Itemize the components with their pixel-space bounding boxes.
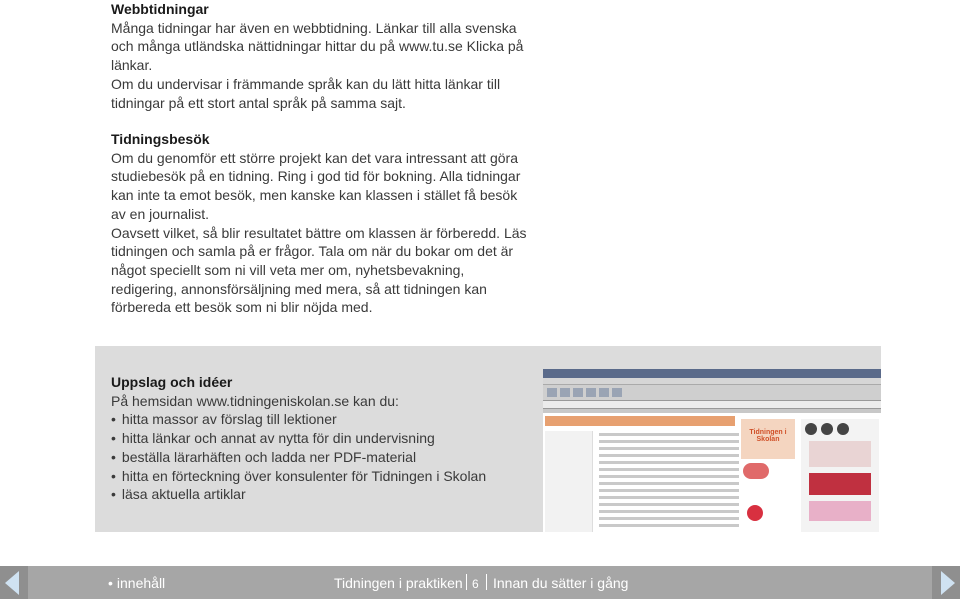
panel-intro: På hemsidan www.tidningeniskolan.se kan du: — [111, 392, 399, 409]
toolbar-icon — [573, 388, 583, 397]
site-header — [545, 416, 735, 426]
site-logo — [741, 419, 795, 459]
browser-toolbar — [543, 385, 881, 401]
paragraph: Oavsett vilket, så blir resultatet bättre om klassen är förberedd. Läs tidningen och samla på er frågor. Tala om när du bokar om det är något speciellt som ni vill veta mer om, nyhetsbevakning, redigering, annonsförsäljning med mera, så att tidningen kan förbereda ett besök som ni blir nöjda med. — [111, 224, 527, 316]
feature-list — [111, 410, 531, 504]
info-panel-uppslag — [95, 346, 881, 532]
list-item: • beställa lärarhäften och ladda ner PDF-material — [111, 448, 531, 467]
partner-logo-icon — [837, 423, 849, 435]
browser-address-bar — [543, 401, 881, 409]
logo-row — [801, 419, 879, 439]
list-item: • hitta länkar och annat av nytta för din undervisning — [111, 429, 531, 448]
toolbar-icon — [612, 388, 622, 397]
site-sidebar — [545, 431, 593, 532]
heading-tidningsbesok: Tidningsbesök — [111, 131, 210, 147]
site-right-column — [801, 419, 879, 532]
site-main-content — [599, 433, 739, 531]
contents-link[interactable]: • innehåll — [108, 575, 166, 591]
partner-logo-icon — [821, 423, 833, 435]
footer-nav-bar — [0, 566, 960, 599]
list-item: • läsa aktuella artiklar — [111, 485, 531, 504]
paragraph: Om du undervisar i främmande språk kan du lätt hitta länkar till tidningar på ett stort antal språk på samma sajt. — [111, 75, 501, 111]
paragraph: Om du genomför ett större projekt kan det vara intressant att göra studiebesök på en tidning. Ring i god tid för bokning. Alla tidningar kan inte ta emot besök, men kanske kan klassen i stället få besök av en journalist. — [111, 149, 521, 222]
toolbar-icon — [547, 388, 557, 397]
footer-section-title: Tidningen i praktiken — [334, 575, 463, 591]
page-number: 6 — [472, 577, 479, 591]
list-item: • hitta massor av förslag till lektioner — [111, 410, 531, 429]
divider — [466, 574, 467, 590]
divider — [486, 574, 487, 590]
section-webbtidningar — [111, 0, 531, 112]
toolbar-icon — [560, 388, 570, 397]
badge-icon — [747, 505, 763, 521]
footer-chapter-title: Innan du sätter i gång — [493, 575, 629, 591]
heart-icon — [743, 463, 769, 479]
next-page-arrow-icon[interactable] — [932, 566, 960, 599]
ad-banner — [809, 441, 871, 467]
toolbar-icon — [599, 388, 609, 397]
bullet-icon: • — [108, 575, 113, 591]
ad-banner — [809, 473, 871, 495]
website-screenshot — [543, 369, 881, 532]
site-logo-text: Tidningen i Skolan — [749, 429, 787, 443]
browser-menubar — [543, 378, 881, 385]
list-item: • hitta en förteckning över konsulenter för Tidningen i Skolan — [111, 467, 531, 486]
partner-logo-icon — [805, 423, 817, 435]
heading-uppslag: Uppslag och idéer — [111, 374, 233, 390]
paragraph: Många tidningar har även en webbtidning. Länkar till alla svenska och många utländska nättidningar hittar du på www.tu.se Klicka på länkar. — [111, 19, 524, 74]
website-page — [543, 413, 881, 532]
previous-page-arrow-icon[interactable] — [0, 566, 28, 599]
panel-text — [111, 373, 531, 504]
heading-webbtidningar: Webbtidningar — [111, 1, 209, 17]
section-tidningsbesok — [111, 130, 531, 317]
ad-banner — [809, 501, 871, 521]
toolbar-icon — [586, 388, 596, 397]
browser-titlebar — [543, 369, 881, 378]
